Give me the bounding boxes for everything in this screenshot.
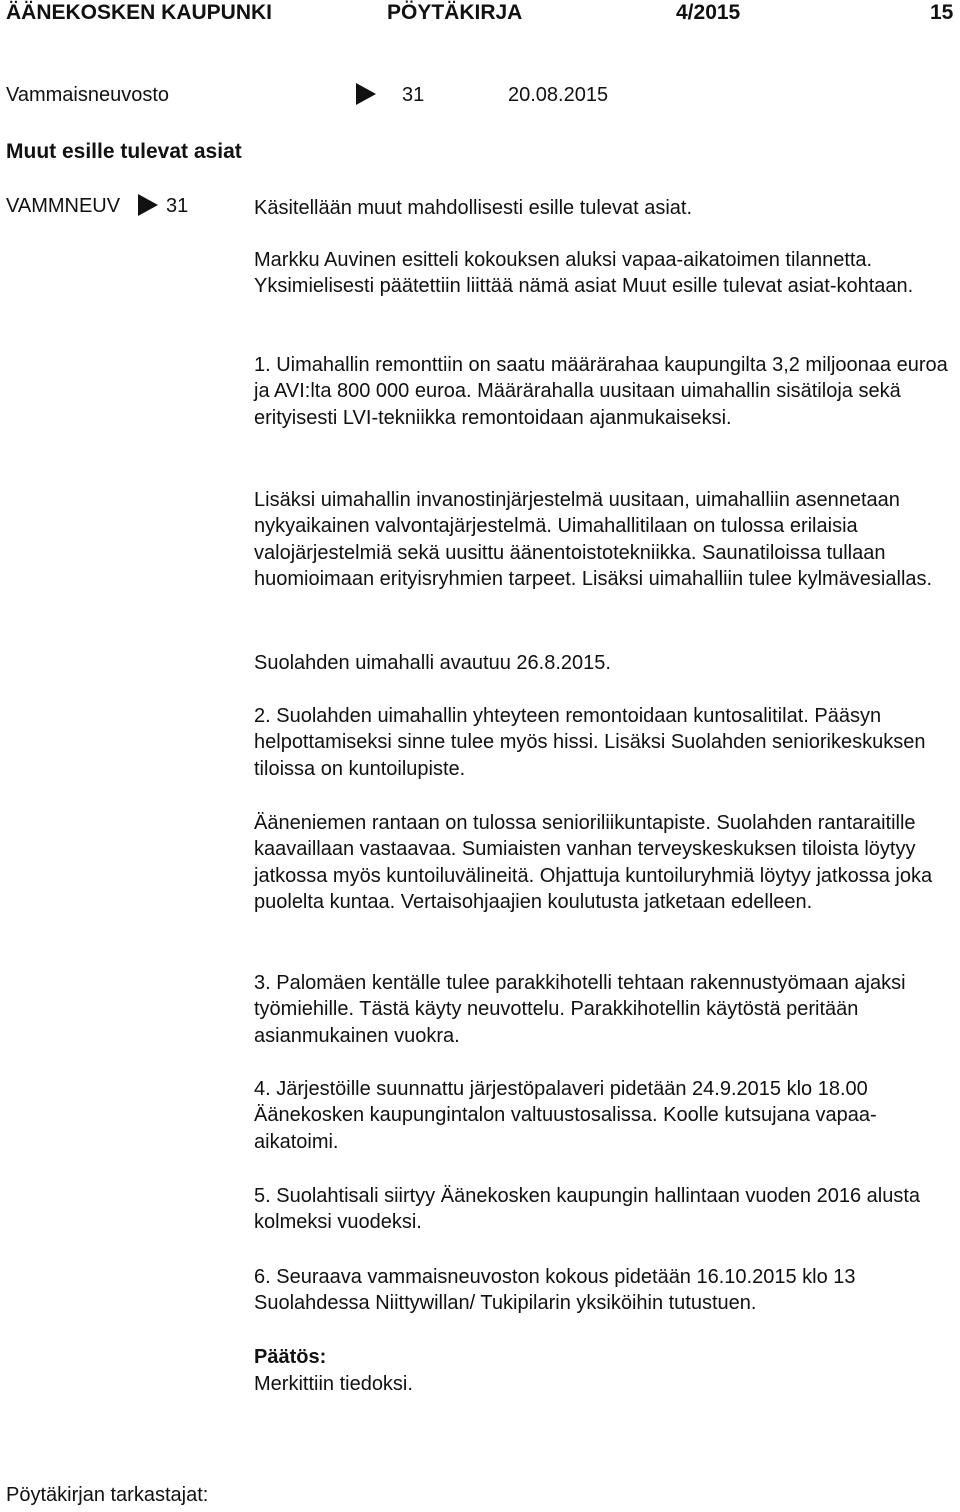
- paragraph-presentation: Markku Auvinen esitteli kokouksen aluksi vapaa-aikatoimen tilannetta. Yksimielisesti päätettiin liittää nämä asiat Muut esille tulevat asiat-kohtaan.: [254, 249, 914, 298]
- decision-label: Päätös:: [254, 1346, 327, 1368]
- paragraph-item-4: 4. Järjestöille suunnattu järjestöpalaveri pidetään 24.9.2015 klo 18.00 Äänekosken kaupungintalon valtuustosalissa. Koolle kutsujana vapaa-aikatoimi.: [254, 1078, 877, 1153]
- section-mark-icon: [356, 83, 376, 111]
- paragraph-opening-date: Suolahden uimahalli avautuu 26.8.2015.: [254, 652, 611, 674]
- document-number: 4/2015: [676, 1, 741, 24]
- page-number: 15: [930, 1, 954, 24]
- paragraph-item-3: 3. Palomäen kentälle tulee parakkihotelli tehtaan rakennustyömaan ajaksi työmiehille. Tästä käyty neuvottelu. Parakkihotellin käytöstä peritään asianmukainen vuokra.: [254, 972, 906, 1047]
- paragraph-intro: Käsitellään muut mahdollisesti esille tulevat asiat.: [254, 197, 692, 219]
- paragraph-item-1-details: Lisäksi uimahallin invanostinjärjestelmä uusitaan, uimahalliin asennetaan nykyaikainen valvontajärjestelmä. Uimahallitilaan on tulossa erilaisia valojärjestelmiä sekä uusittu äänentoistotekniikka. Saunatiloissa tullaan huomioimaan erityisryhmien tarpeet. Lisäksi uimahalliin tulee kylmävesiallas.: [254, 489, 933, 591]
- paragraph-item-6: 6. Seuraava vammaisneuvoston kokous pidetään 16.10.2015 klo 13 Suolahdessa Niittywillan/ Tukipilarin yksiköihin tutustuen.: [254, 1266, 856, 1315]
- section-number: 31: [402, 84, 425, 106]
- meeting-date: 20.08.2015: [508, 84, 609, 106]
- paragraph-item-5: 5. Suolahtisali siirtyy Äänekosken kaupungin hallintaan vuoden 2016 alusta kolmeksi vuodeksi.: [254, 1185, 921, 1234]
- item-title: Muut esille tulevat asiat: [6, 140, 242, 163]
- document-type: PÖYTÄKIRJA: [387, 1, 523, 24]
- reviewers-label: Pöytäkirjan tarkastajat:: [6, 1484, 209, 1506]
- item-ref-code: VAMMNEUV: [6, 195, 121, 217]
- body-name: Vammaisneuvosto: [6, 84, 170, 106]
- item-ref-number: 31: [166, 195, 189, 217]
- paragraph-item-2-details: Ääneniemen rantaan on tulossa senioriliikuntapiste. Suolahden rantaraitille kaavaillaan vastaavaa. Sumiaisten vanhan terveyskeskuksen tiloista löytyy jatkossa myös kuntoiluvälineitä. Ohjattuja kuntoiluryhmiä löytyy jatkossa joka puolelta kuntaa. Vertaisohjaajien koulutusta jatketaan edelleen.: [254, 812, 933, 914]
- city-name: ÄÄNEKOSKEN KAUPUNKI: [6, 1, 273, 24]
- section-mark-icon: [138, 194, 158, 222]
- decision-text: Merkittiin tiedoksi.: [254, 1373, 413, 1395]
- paragraph-item-1: 1. Uimahallin remonttiin on saatu määrärahaa kaupungilta 3,2 miljoonaa euroa ja AVI:lta 800 000 euroa. Määrärahalla uusitaan uimahallin sisätiloja sekä erityisesti LVI-tekniikka remontoidaan ajanmukaiseksi.: [254, 354, 948, 429]
- paragraph-item-2: 2. Suolahden uimahallin yhteyteen remontoidaan kuntosalitilat. Pääsyn helpottamiseksi sinne tulee myös hissi. Lisäksi Suolahden seniorikeskuksen tiloissa on kuntoilupiste.: [254, 705, 926, 780]
